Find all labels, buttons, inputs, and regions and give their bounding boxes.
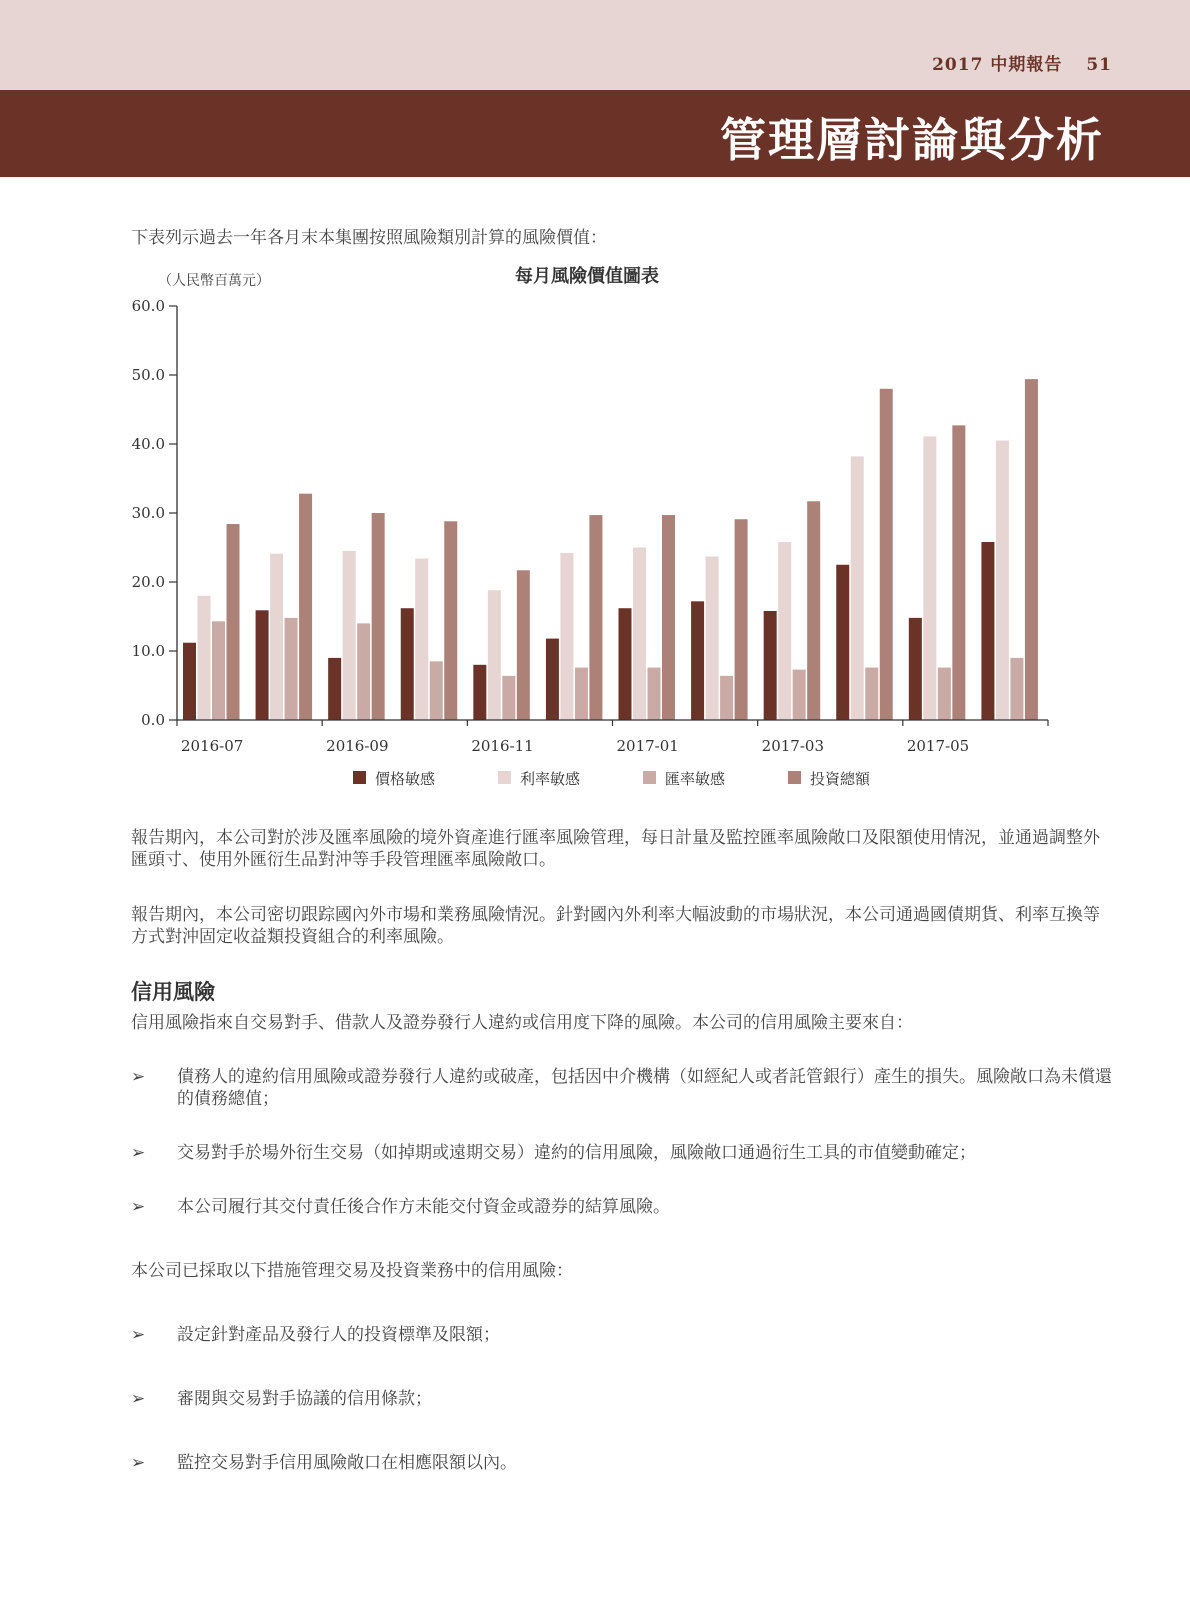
bullet-arrow-icon: ➢ (131, 1389, 146, 1409)
bar-1-2017-01 (619, 608, 632, 720)
bar-2-2017-05 (923, 436, 936, 720)
legend-item (788, 770, 871, 788)
legend-item (643, 770, 725, 788)
bar-1-2017-03 (764, 611, 777, 720)
bar-2-2016-10 (415, 559, 428, 720)
bar-3-2017-02 (720, 676, 733, 720)
legend-swatch (788, 771, 801, 784)
y-tick-label: 30.0 (131, 504, 165, 522)
legend-item (498, 770, 580, 788)
bar-4-2016-11 (517, 570, 530, 720)
bar-3-2016-12 (575, 668, 588, 720)
bar-3-2016-07 (212, 621, 225, 720)
title-band (0, 90, 1190, 177)
legend-label: 利率敏感 (520, 770, 581, 788)
bar-3-2016-10 (430, 661, 443, 720)
var-chart (0, 260, 1190, 800)
bar-1-2017-05 (909, 618, 922, 720)
bar-3-2017-01 (648, 668, 661, 720)
bar-4-2017-02 (735, 519, 748, 720)
bar-2-2017-01 (633, 548, 646, 721)
bar-4-2016-10 (444, 521, 457, 720)
bar-4-2016-07 (227, 524, 240, 720)
bar-3-2017-05 (938, 668, 951, 720)
x-tick-label: 2017-05 (906, 737, 970, 755)
legend-label: 價格敏感 (375, 770, 436, 788)
x-tick-label: 2016-07 (181, 737, 244, 755)
credit-measures-intro: 本公司已採取以下措施管理交易及投資業務中的信用風險： (131, 1261, 573, 1281)
x-tick-label: 2016-09 (326, 737, 389, 755)
paragraph-fx-risk: 報告期內，本公司對於涉及匯率風險的境外資產進行匯率風險管理，每日計量及監控匯率風險敞口及限額使用情況，並通過調整外匯頭寸、使用外匯衍生品對沖等手段管理匯率風險敞口。 (131, 828, 1100, 870)
bar-4-2016-09 (372, 513, 385, 720)
bar-4-2017-06 (1025, 379, 1038, 720)
bar-2-2016-08 (270, 554, 283, 720)
bar-1-2017-02 (691, 601, 704, 720)
bar-4-2017-05 (952, 425, 965, 720)
bar-1-2016-11 (473, 665, 486, 720)
bar-3-2016-11 (502, 676, 515, 720)
credit-measure-text: 設定針對產品及發行人的投資標準及限額； (177, 1325, 500, 1345)
bar-1-2016-08 (256, 610, 269, 720)
bar-1-2016-07 (183, 643, 196, 720)
credit-source-text: 本公司履行其交付責任後合作方未能交付資金或證券的結算風險。 (177, 1197, 670, 1217)
chart-intro: 下表列示過去一年各月末本集團按照風險類別計算的風險價值： (131, 228, 607, 248)
bar-2-2016-09 (343, 551, 356, 720)
bar-2-2016-12 (560, 553, 573, 720)
x-tick-label: 2017-03 (761, 737, 825, 755)
bar-3-2017-04 (865, 668, 878, 720)
page-number: 51 (1086, 55, 1112, 75)
bar-4-2016-08 (299, 494, 312, 720)
x-tick-label: 2016-11 (471, 737, 534, 755)
bullet-arrow-icon: ➢ (131, 1197, 146, 1217)
bar-3-2017-06 (1010, 658, 1023, 720)
chart-title: 每月風險價值圖表 (515, 266, 659, 287)
bar-4-2017-01 (662, 515, 675, 720)
credit-measure-text: 審閱與交易對手協議的信用條款； (177, 1389, 432, 1409)
header-band (0, 0, 1190, 90)
legend-item (353, 770, 435, 788)
bar-3-2016-08 (285, 618, 298, 720)
credit-risk-intro: 信用風險指來自交易對手、借款人及證券發行人違約或信用度下降的風險。本公司的信用風險主要來自： (131, 1013, 913, 1033)
x-tick-label: 2017-01 (616, 737, 679, 755)
y-tick-label: 60.0 (131, 297, 165, 315)
bar-1-2016-12 (546, 639, 559, 720)
bar-2-2016-07 (198, 596, 211, 720)
page-title: 管理層討論與分析 (720, 113, 1104, 167)
legend-swatch (498, 771, 511, 784)
bullet-arrow-icon: ➢ (131, 1325, 146, 1345)
bar-1-2016-09 (328, 658, 341, 720)
bar-1-2017-06 (981, 542, 994, 720)
bar-3-2017-03 (793, 670, 806, 720)
y-tick-label: 0.0 (141, 711, 165, 729)
legend-swatch (643, 771, 656, 784)
credit-measure-text: 監控交易對手信用風險敞口在相應限額以內。 (177, 1453, 517, 1473)
paragraph-interest-risk: 報告期內，本公司密切跟踪國內外市場和業務風險情況。針對國內外利率大幅波動的市場狀況，本公司通過國債期貨、利率互換等方式對沖固定收益類投資組合的利率風險。 (131, 905, 1100, 947)
bar-2-2017-03 (778, 542, 791, 720)
bullet-arrow-icon: ➢ (131, 1143, 146, 1163)
bar-2-2017-04 (851, 456, 864, 720)
credit-source-text: 債務人的違約信用風險或證券發行人違約或破產，包括因中介機構（如經紀人或者託管銀行）產生的損失。風險敞口為未償還的債務總值； (177, 1067, 1112, 1109)
bar-4-2017-04 (880, 389, 893, 720)
legend-swatch (353, 771, 366, 784)
bar-2-2017-02 (706, 556, 719, 720)
bar-4-2016-12 (589, 515, 602, 720)
bullet-arrow-icon: ➢ (131, 1067, 146, 1087)
y-tick-label: 40.0 (131, 435, 165, 453)
legend-label: 投資總額 (810, 770, 871, 788)
bullet-arrow-icon: ➢ (131, 1453, 146, 1473)
bar-3-2016-09 (357, 623, 370, 720)
y-tick-label: 20.0 (131, 573, 165, 591)
bar-2-2017-06 (996, 441, 1009, 720)
bar-1-2016-10 (401, 608, 414, 720)
report-name: 2017 中期報告 (932, 55, 1063, 75)
bar-2-2016-11 (488, 590, 501, 720)
y-tick-label: 50.0 (131, 366, 165, 384)
credit-source-text: 交易對手於場外衍生交易（如掉期或遠期交易）違約的信用風險，風險敞口通過衍生工具的市值變動確定； (177, 1143, 976, 1163)
bar-4-2017-03 (807, 501, 820, 720)
y-tick-label: 10.0 (131, 642, 165, 660)
report-tag (932, 50, 1112, 75)
legend-label: 匯率敏感 (665, 770, 726, 788)
credit-risk-heading: 信用風險 (131, 979, 215, 1004)
chart-unit-label: （人民幣百萬元） (158, 273, 270, 289)
bar-1-2017-04 (836, 565, 849, 720)
